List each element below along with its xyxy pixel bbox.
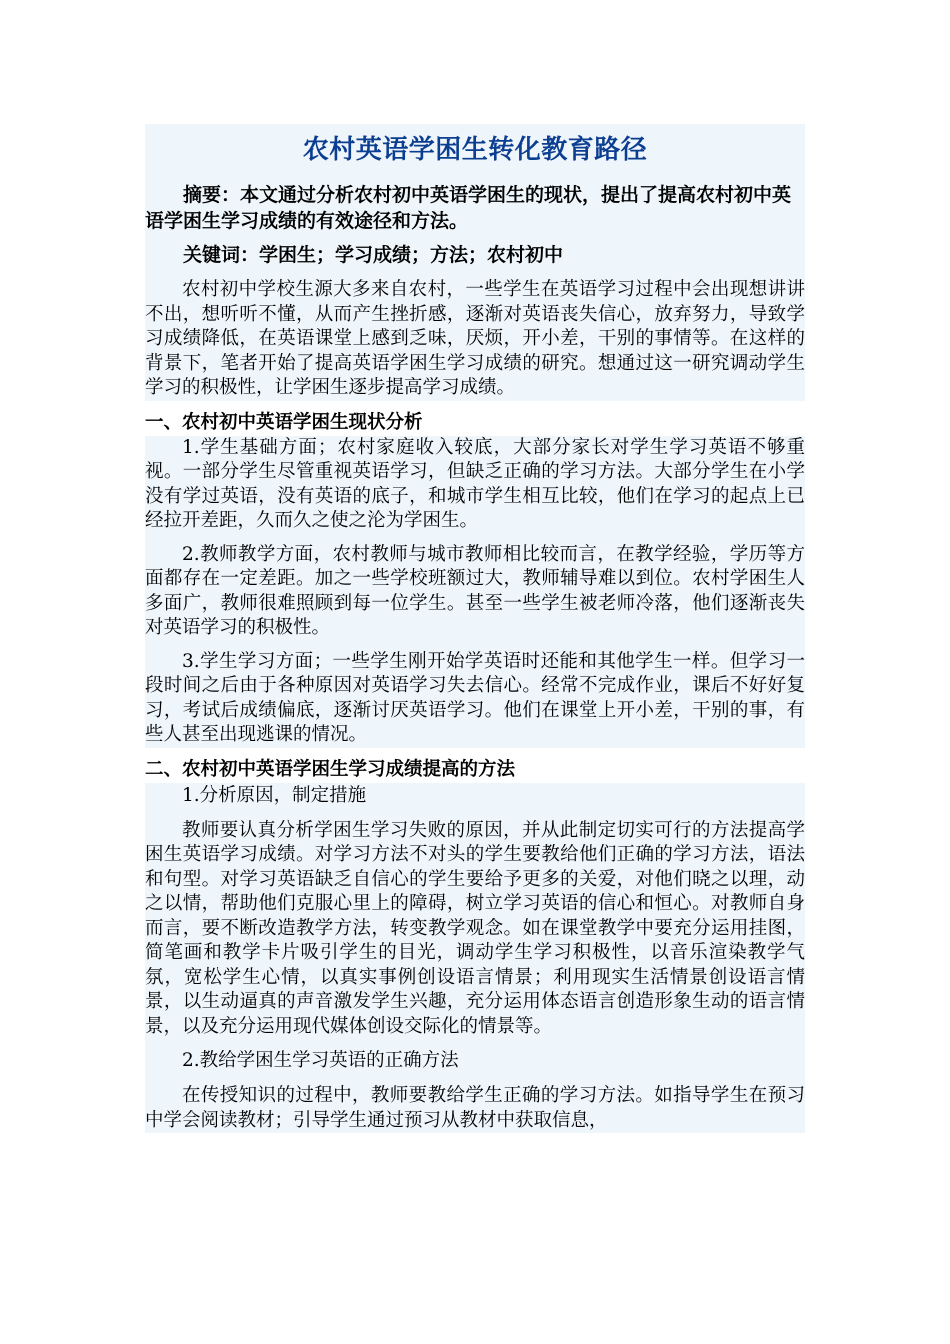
document-page: [145, 124, 805, 1142]
intro-paragraph: 农村初中学校生源大多来自农村，一些学生在英语学习过程中会出现想讲讲不出，想听听不懂，从而产生挫折感，逐渐对英语丧失信心，放弃努力，导致学习成绩降低，在英语课堂上感到乏味，厌烦，开小差，干别的事情等。在这样的背景下，笔者开始了提高英语学困生学习成绩的研究。想通过这一研究调动学生学习的积极性，让学困生逐步提高学习成绩。: [145, 279, 805, 398]
document-title: 农村英语学困生转化教育路径: [302, 135, 648, 165]
section-1-paragraph-3: 3.学生学习方面；一些学生刚开始学英语时还能和其他学生一样。但学习一段时间之后由于各种原因对英语学习失去信心。经常不完成作业，课后不好好复习，考试后成绩偏底，逐渐讨厌英语学习。他们在课堂上开小差，干别的事，有些人甚至出现逃课的情况。: [145, 650, 805, 745]
section-heading-1: 一、农村初中英语学困生现状分析: [145, 411, 423, 433]
section-1-paragraph-2: 2.教师教学方面，农村教师与城市教师相比较而言，在教学经验，学历等方面都存在一定差距。加之一些学校班额过大，教师辅导难以到位。农村学困生人多面广，教师很难照顾到每一位学生。甚至一些学生被老师冷落，他们逐渐丧失对英语学习的积极性。: [145, 543, 805, 638]
section-1-body: [145, 436, 805, 748]
section-heading-2: 二、农村初中英语学困生学习成绩提高的方法: [145, 758, 516, 780]
section-2-body: [145, 783, 805, 1134]
section-2-paragraph-2: 在传授知识的过程中，教师要教给学生正确的学习方法。如指导学生在预习中学会阅读教材；引导学生通过预习从教材中获取信息，: [145, 1085, 805, 1131]
subheading-2: 2.教给学困生学习英语的正确方法: [182, 1050, 459, 1071]
abstract: 摘要：本文通过分析农村初中英语学困生的现状，提出了提高农村初中英语学困生学习成绩的有效途径和方法。: [145, 184, 792, 232]
title-block: [145, 124, 805, 401]
section-2-paragraph-1: 教师要认真分析学困生学习失败的原因，并从此制定切实可行的方法提高学困生英语学习成绩。对学习方法不对头的学生要教给他们正确的学习方法，语法和句型。对学习英语缺乏自信心的学生要给予更多的关爱，对他们晓之以理，动之以情，帮助他们克服心里上的障碍，树立学习英语的信心和恒心。对教师自身而言，要不断改造教学方法，转变教学观念。如在课堂教学中要充分运用挂图，简笔画和教学卡片吸引学生的目光，调动学生学习积极性，以音乐渲染教学气氛，宽松学生心情，以真实事例创设语言情景；利用现实生活情景创设语言情景，以生动逼真的声音激发学生兴趣，充分运用体态语言创造形象生动的语言情景，以及充分运用现代媒体创设交际化的情景等。: [145, 819, 805, 1037]
subheading-1: 1.分析原因，制定措施: [182, 784, 367, 806]
keywords: 关键词：学困生；学习成绩；方法；农村初中: [183, 244, 564, 266]
section-1-paragraph-1: 1.学生基础方面；农村家庭收入较底，大部分家长对学生学习英语不够重视。一部分学生尽管重视英语学习，但缺乏正确的学习方法。大部分学生在小学没有学过英语，没有英语的底子，和城市学生相互比较，他们在学习的起点上已经拉开差距，久而久之使之沦为学困生。: [145, 436, 805, 531]
